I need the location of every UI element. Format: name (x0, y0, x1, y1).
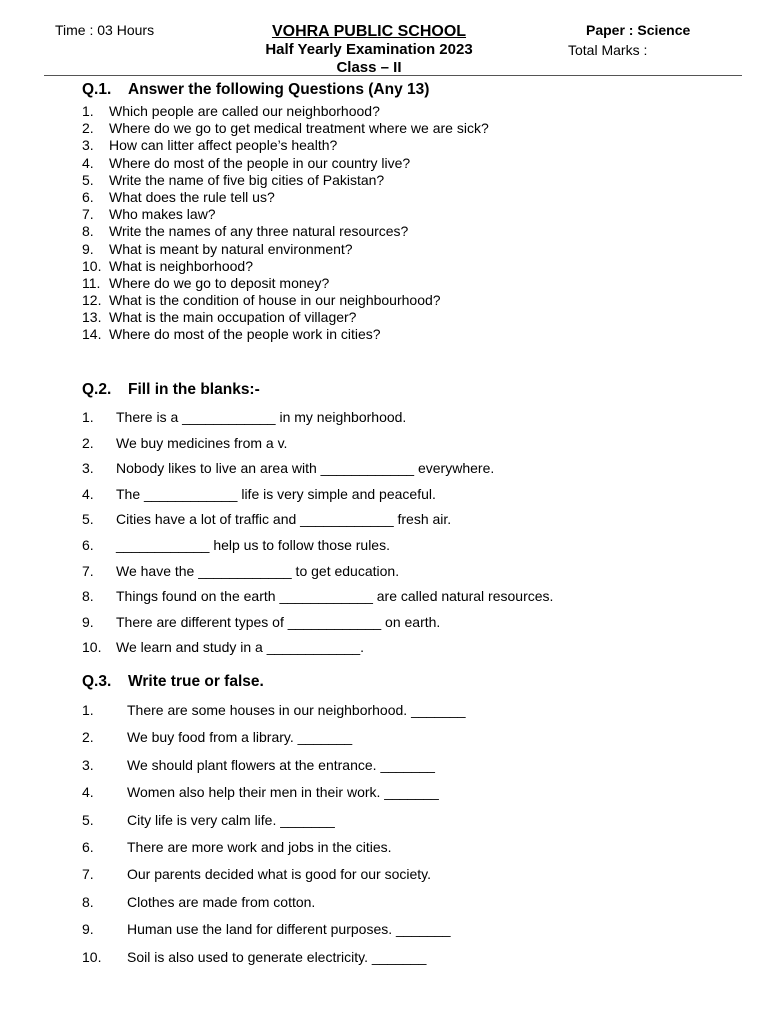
q3-true-false-list (82, 700, 466, 974)
question-item (82, 560, 553, 586)
question-number: 9. (82, 613, 94, 630)
q1-heading (82, 81, 429, 99)
question-number: 6. (82, 188, 94, 205)
question-item (82, 275, 489, 292)
q2-heading (82, 381, 260, 399)
question-number: 8. (82, 588, 94, 605)
question-number: 13. (82, 309, 102, 326)
question-text: Nobody likes to live an area with ____________ everywhere. (116, 460, 495, 477)
question-number: 1. (82, 103, 94, 119)
question-number: 10. (82, 948, 102, 965)
question-number: 10. (82, 639, 102, 656)
q3-title: Write true or false. (128, 673, 264, 690)
question-text: There are more work and jobs in the cities. (127, 838, 392, 855)
question-number: 9. (82, 921, 94, 938)
question-number: 8. (82, 223, 94, 240)
q2-number: Q.2. (82, 381, 112, 398)
question-text: Which people are called our neighborhood? (109, 103, 380, 119)
question-item (82, 189, 489, 206)
question-number: 3. (82, 137, 94, 154)
question-item (82, 326, 489, 343)
question-number: 1. (82, 702, 94, 718)
question-number: 4. (82, 784, 94, 801)
question-number: 4. (82, 154, 94, 171)
question-text: City life is very calm life. _______ (127, 811, 335, 828)
question-number: 9. (82, 240, 94, 257)
question-text: Write the name of five big cities of Pakistan? (109, 171, 385, 188)
question-item (82, 172, 489, 189)
question-number: 12. (82, 292, 102, 309)
question-item (82, 258, 489, 275)
question-text: Where do we go to get medical treatment where we are sick? (109, 120, 489, 137)
question-item (82, 837, 466, 864)
q1-question-list (82, 103, 489, 344)
q3-heading (82, 673, 264, 691)
paper-subject: Paper : Science (586, 22, 691, 38)
question-item (82, 155, 489, 172)
question-text: There is a ____________ in my neighborhood. (116, 409, 407, 425)
question-text: Our parents decided what is good for our society. (127, 866, 432, 883)
question-text: We buy medicines from a v. (116, 434, 288, 451)
header-divider (44, 75, 742, 76)
q2-title: Fill in the blanks:- (128, 381, 260, 398)
question-item (82, 137, 489, 154)
question-item (82, 919, 466, 946)
question-text: How can litter affect people’s health? (109, 137, 338, 154)
question-number: 10. (82, 257, 102, 274)
class-label: Class – II (336, 59, 402, 76)
question-number: 1. (82, 409, 94, 425)
question-text: What does the rule tell us? (109, 188, 275, 205)
school-name: VOHRA PUBLIC SCHOOL (271, 23, 467, 40)
question-text: We buy food from a library. _______ (127, 729, 353, 746)
question-number: 4. (82, 485, 94, 502)
question-item (82, 727, 466, 754)
question-item (82, 947, 466, 974)
question-text: What is the main occupation of villager? (109, 309, 357, 326)
q2-blank-list (82, 406, 553, 662)
question-item (82, 223, 489, 240)
question-number: 2. (82, 729, 94, 746)
question-item (82, 585, 553, 611)
question-item (82, 432, 553, 458)
q1-title: Answer the following Questions (Any 13) (128, 81, 430, 98)
question-text: Human use the land for different purposes. _______ (127, 921, 451, 938)
question-number: 6. (82, 536, 94, 553)
question-text: What is meant by natural environment? (109, 240, 353, 257)
question-item (82, 206, 489, 223)
question-number: 2. (82, 120, 94, 137)
question-text: ____________ help us to follow those rules. (116, 536, 390, 553)
q1-number: Q.1. (82, 81, 112, 98)
question-number: 6. (82, 838, 94, 855)
question-item (82, 534, 553, 560)
question-text: We should plant flowers at the entrance. _______ (127, 756, 435, 773)
question-item (82, 457, 553, 483)
question-number: 5. (82, 511, 94, 528)
question-text: Soil is also used to generate electricity. _______ (127, 948, 427, 965)
question-text: Where do we go to deposit money? (109, 274, 330, 291)
question-text: Where do most of the people work in cities? (109, 326, 381, 343)
question-text: We learn and study in a ____________. (116, 639, 365, 656)
question-number: 3. (82, 460, 94, 477)
question-text: There are some houses in our neighborhood. _______ (127, 702, 466, 718)
question-item (82, 406, 553, 432)
question-number: 7. (82, 866, 94, 883)
question-text: We have the ____________ to get education. (116, 562, 400, 579)
question-item (82, 241, 489, 258)
question-item (82, 755, 466, 782)
question-number: 3. (82, 756, 94, 773)
exam-title: Half Yearly Examination 2023 (265, 41, 473, 58)
question-text: Cities have a lot of traffic and ____________ fresh air. (116, 511, 452, 528)
question-item (82, 700, 466, 727)
question-text: Who makes law? (109, 206, 216, 223)
question-text: What is the condition of house in our neighbourhood? (109, 292, 441, 309)
header-title-block (200, 22, 538, 77)
question-text: There are different types of ____________ on earth. (116, 613, 441, 630)
question-text: Clothes are made from cotton. (127, 893, 316, 910)
question-item (82, 483, 553, 509)
q3-number: Q.3. (82, 673, 112, 690)
question-item (82, 636, 553, 662)
question-item (82, 508, 553, 534)
question-item (82, 864, 466, 891)
question-text: Write the names of any three natural resources? (109, 223, 409, 240)
question-text: The ____________ life is very simple and peaceful. (116, 485, 436, 502)
question-item (82, 120, 489, 137)
question-item (82, 309, 489, 326)
question-number: 14. (82, 326, 102, 343)
question-text: Things found on the earth ____________ are called natural resources. (116, 588, 554, 605)
question-number: 5. (82, 171, 94, 188)
question-text: Women also help their men in their work. _______ (127, 784, 439, 801)
total-marks: Total Marks : (568, 42, 648, 58)
question-item (82, 611, 553, 637)
question-item (82, 810, 466, 837)
question-number: 8. (82, 893, 94, 910)
question-item (82, 292, 489, 309)
question-number: 7. (82, 206, 94, 223)
question-number: 2. (82, 434, 94, 451)
question-text: Where do most of the people in our country live? (109, 154, 411, 171)
question-item (82, 892, 466, 919)
question-number: 11. (82, 274, 101, 291)
question-number: 7. (82, 562, 94, 579)
question-item (82, 782, 466, 809)
question-item (82, 103, 489, 120)
exam-duration: Time : 03 Hours (55, 22, 155, 38)
question-number: 5. (82, 811, 94, 828)
question-text: What is neighborhood? (109, 257, 253, 274)
